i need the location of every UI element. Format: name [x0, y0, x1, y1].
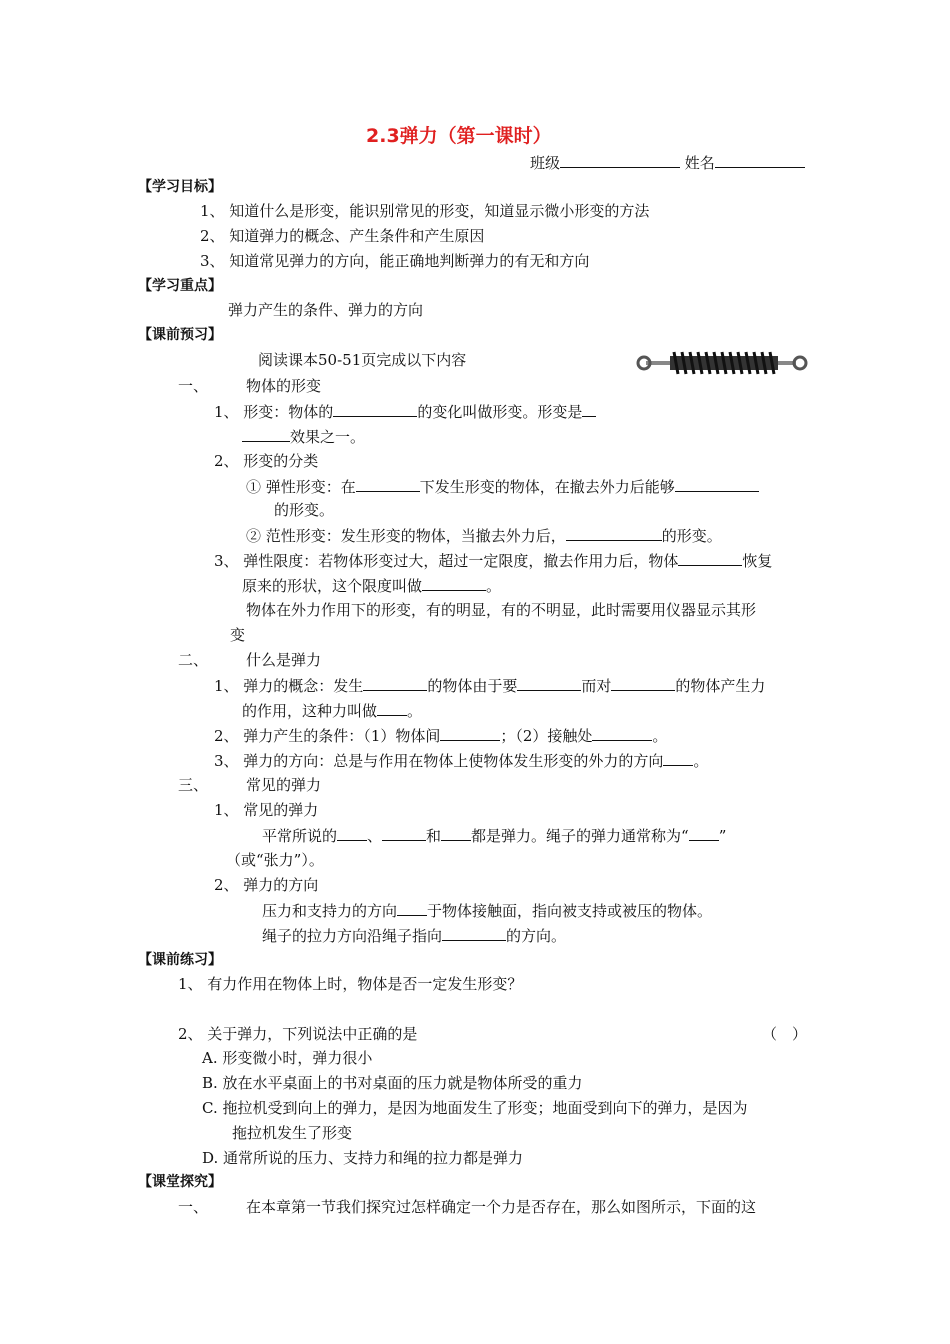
plastic-text-a: ② 范性形变：发生形变的物体，当撤去外力后， [246, 527, 566, 545]
heading-3-num: 三、 [178, 776, 209, 794]
blank-limit-1[interactable] [678, 550, 742, 566]
heading-3-text: 常见的弹力 [246, 776, 322, 794]
blank-elastic-2[interactable] [675, 476, 759, 492]
common-text-a: 平常所说的 [262, 827, 338, 845]
section-explore: 【课堂探究】 [138, 1174, 222, 1190]
blank-rope[interactable] [442, 925, 506, 941]
concept-text-e: 的作用，这种力叫做 [242, 702, 378, 720]
blank-common-2[interactable] [382, 825, 426, 841]
heading-1-text: 物体的形变 [246, 377, 322, 395]
blank-dir[interactable] [663, 750, 693, 766]
blank-concept-1[interactable] [363, 675, 427, 691]
limit-text-a: 3、 弹性限度：若物体形变过大，超过一定限度，撤去作用力后，物体 [214, 552, 679, 570]
dir-text-a: 3、 弹力的方向：总是与作用在物体上使物体发生形变的外力的方向 [214, 752, 664, 770]
cond-text-c: 。 [652, 727, 668, 745]
concept-text-b: 的物体由于要 [427, 677, 518, 695]
dir-text-b: 。 [693, 752, 709, 770]
class-label: 班级 [530, 154, 561, 172]
micro-line: 物体在外力作用下的形变，有的明显，有的不明显，此时需要用仪器显示其形 [246, 601, 757, 619]
answer-paren[interactable]: （ ） [762, 1025, 808, 1043]
def-text-b: 的变化叫做形变。形变是 [417, 403, 583, 421]
concept-cont [242, 700, 422, 721]
plastic-text-b: 的形变。 [661, 527, 722, 545]
option-c-cont: 拖拉机发生了形变 [232, 1124, 353, 1142]
deformation-def [214, 401, 596, 422]
page-title: 2.3弹力（第一课时） [366, 125, 552, 147]
explore-num: 一、 [178, 1198, 209, 1216]
common-cont: （或“张力”）。 [226, 851, 324, 869]
concept-text-d: 的物体产生力 [675, 677, 766, 695]
section-practice: 【课前练习】 [138, 952, 222, 968]
concept-text-c: 而对 [581, 677, 612, 695]
common-text-d: 都是弹力。绳子的弹力通常称为“ [471, 827, 689, 845]
rope-text-b: 的方向。 [506, 927, 567, 945]
concept-text-f: 。 [407, 702, 423, 720]
direction-line [214, 750, 708, 771]
blank-cond-2[interactable] [592, 725, 652, 741]
heading-2 [178, 650, 321, 670]
limit-text-c: 原来的形状，这个限度叫做 [242, 577, 423, 595]
blank-def-1[interactable] [333, 401, 417, 417]
blank-concept-2[interactable] [517, 675, 581, 691]
concept-text-a: 1、 弹力的概念：发生 [214, 677, 364, 695]
option-a: A. 形变微小时，弹力很小 [202, 1049, 373, 1067]
heading-1-num: 一、 [178, 377, 209, 395]
press-line [262, 900, 712, 921]
option-b: B. 放在水平桌面上的书对桌面的压力就是物体所受的重力 [202, 1074, 583, 1092]
blank-concept-4[interactable] [377, 700, 407, 716]
common-text-c: 和 [426, 827, 442, 845]
option-c: C. 拖拉机受到向上的弹力，是因为地面发生了形变；地面受到向下的弹力，是因为 [202, 1099, 748, 1117]
elastic-line [246, 476, 759, 497]
goal-2: 2、 知道弹力的概念、产生条件和产生原因 [200, 227, 485, 245]
plastic-line [246, 525, 722, 546]
concept-line [214, 675, 765, 696]
goal-1: 1、 知道什么是形变，能识别常见的形变，知道显示微小形变的方法 [200, 202, 650, 220]
common-title: 1、 常见的弹力 [214, 801, 319, 819]
condition-line [214, 725, 667, 746]
blank-press[interactable] [397, 900, 427, 916]
keypoint-text: 弹力产生的条件、弹力的方向 [228, 301, 424, 319]
limit-line [214, 550, 772, 571]
deformation-def-cont [242, 426, 365, 447]
option-d: D. 通常所说的压力、支持力和绳的拉力都是弹力 [202, 1149, 524, 1167]
blank-def-2a[interactable] [582, 401, 596, 417]
heading-1 [178, 376, 321, 396]
press-text-a: 压力和支持力的方向 [262, 902, 398, 920]
section-goals: 【学习目标】 [138, 179, 222, 195]
blank-elastic-1[interactable] [356, 476, 420, 492]
question-1: 1、 有力作用在物体上时，物体是否一定发生形变？ [178, 975, 523, 993]
elastic-text-a: ① 弹性形变：在 [246, 478, 356, 496]
elastic-cont: 的形变。 [274, 501, 335, 519]
heading-3 [178, 775, 321, 795]
blank-limit-2[interactable] [422, 575, 486, 591]
section-keypoints: 【学习重点】 [138, 278, 222, 294]
limit-text-b: 恢复 [742, 552, 773, 570]
blank-plastic[interactable] [566, 525, 662, 541]
common-line [262, 825, 726, 846]
heading-2-num: 二、 [178, 651, 209, 669]
blank-concept-3[interactable] [611, 675, 675, 691]
name-blank[interactable] [715, 152, 805, 168]
types-title: 2、 形变的分类 [214, 452, 319, 470]
common-text-e: ” [718, 827, 727, 845]
press-text-b: 于物体接触面，指向被支持或被压的物体。 [427, 902, 713, 920]
rope-text-a: 绳子的拉力方向沿绳子指向 [262, 927, 443, 945]
question-2: 2、 关于弹力，下列说法中正确的是 [178, 1025, 418, 1043]
rope-line [262, 925, 566, 946]
limit-text-d: 。 [486, 577, 502, 595]
limit-cont [242, 575, 501, 596]
blank-def-2b[interactable] [242, 426, 290, 442]
goal-3: 3、 知道常见弹力的方向，能正确地判断弹力的有无和方向 [200, 252, 590, 270]
shock-absorber-spring-icon [636, 348, 808, 378]
section-preview: 【课前预习】 [138, 327, 222, 343]
class-name-line [530, 152, 805, 173]
elastic-text-b: 下发生形变的物体，在撤去外力后能够 [419, 478, 675, 496]
cond-text-b: ；（2）接触处 [500, 727, 593, 745]
micro-cont: 变 [230, 626, 246, 644]
def-text-a: 1、 形变：物体的 [214, 403, 334, 421]
cond-text-a: 2、 弹力产生的条件：（1）物体间 [214, 727, 441, 745]
blank-common-1[interactable] [337, 825, 367, 841]
heading-2-text: 什么是弹力 [246, 651, 322, 669]
explore-line [178, 1197, 756, 1217]
common-text-b: 、 [367, 827, 383, 845]
dirs-title: 2、 弹力的方向 [214, 876, 319, 894]
name-label: 姓名 [684, 154, 715, 172]
def-text-c: 效果之一。 [290, 428, 366, 446]
class-blank[interactable] [560, 152, 680, 168]
blank-common-3[interactable] [441, 825, 471, 841]
blank-common-4[interactable] [689, 825, 719, 841]
preview-intro: 阅读课本50-51页完成以下内容 [258, 351, 467, 369]
blank-cond-1[interactable] [440, 725, 500, 741]
explore-text: 在本章第一节我们探究过怎样确定一个力是否存在，那么如图所示，下面的这 [246, 1198, 757, 1216]
